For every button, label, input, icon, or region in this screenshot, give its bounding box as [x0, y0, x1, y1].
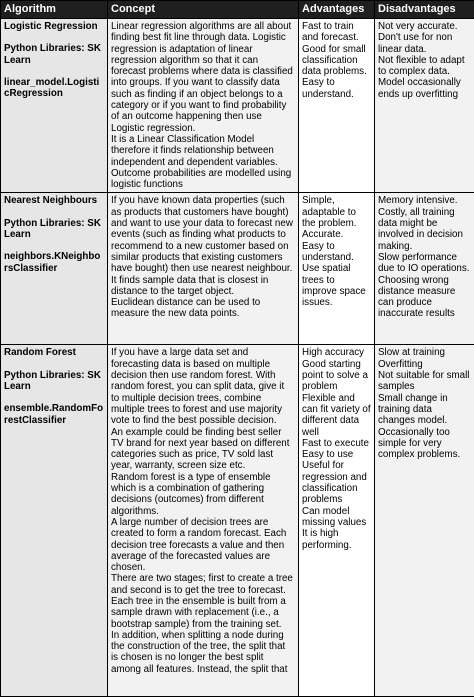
- concept-cell: [108, 193, 299, 345]
- algorithm-libraries: Python Libraries: SKLearn: [4, 370, 104, 393]
- concept-paragraph: Each tree in the ensemble is built from a sample drawn with replacement (i.e., a bootstrap sample) from the training set.: [111, 596, 295, 630]
- concept-cell: [108, 19, 299, 193]
- header-concept: Concept: [108, 1, 299, 19]
- concept-paragraph: Random forest is a type of ensemble which is a combination of gathering decisions (outcomes) from different algorithms.: [111, 472, 295, 517]
- advantage-item: Useful for regression and classification problems: [302, 460, 371, 505]
- algorithm-cell: [1, 345, 108, 697]
- algorithm-name: Nearest Neighbours: [4, 195, 104, 206]
- algorithm-cell: [1, 19, 108, 193]
- disadvantage-item: Don't use for non linear data.: [378, 32, 471, 55]
- disadvantage-item: Not very accurate.: [378, 21, 471, 32]
- disadvantage-item: Overfitting: [378, 359, 471, 370]
- advantage-item: Fast to train and forecast.: [302, 21, 371, 44]
- concept-paragraph: An example could be finding best seller TV brand for next year based on different categories such as price, TV sold last year, warranty, screen size etc.: [111, 427, 295, 472]
- algorithm-name: Logistic Regression: [4, 21, 104, 32]
- advantage-item: It is high performing.: [302, 528, 371, 551]
- disadvantage-item: Slow at training: [378, 347, 471, 358]
- advantages-cell: [299, 193, 375, 345]
- disadvantage-item: Model occasionally ends up overfitting: [378, 77, 471, 100]
- advantage-item: Fast to execute: [302, 438, 371, 449]
- header-disadvantages: Disadvantages: [375, 1, 474, 19]
- disadvantages-cell: [375, 345, 474, 697]
- disadvantages-cell: [375, 193, 474, 345]
- concept-paragraph: In addition, when splitting a node during the construction of the tree, the split that is chosen is no longer the best split among all features. Instead, the split that: [111, 630, 295, 675]
- disadvantage-item: Occasionally too simple for very complex problems.: [378, 427, 471, 461]
- disadvantage-item: Not suitable for small samples: [378, 370, 471, 393]
- header-algorithm: Algorithm: [1, 1, 108, 19]
- table-row: [1, 193, 474, 345]
- header-advantages: Advantages: [299, 1, 375, 19]
- concept-paragraph: It is a Linear Classification Model therefore it finds relationship between independent and dependent variables. Outcome probabilities are modelled using logistic functions: [111, 134, 295, 190]
- algorithm-libraries: Python Libraries: SKLearn: [4, 218, 104, 241]
- algorithm-module: ensemble.RandomForestClassifier: [4, 403, 104, 426]
- concept-paragraph: Euclidean distance can be used to measure the new data points.: [111, 297, 295, 320]
- advantage-item: Easy to understand.: [302, 241, 371, 264]
- advantages-cell: [299, 345, 375, 697]
- disadvantage-item: Slow performance due to IO operations.: [378, 252, 471, 275]
- advantage-item: Use spatial trees to improve space issues.: [302, 263, 371, 308]
- advantage-item: Easy to use: [302, 449, 371, 460]
- advantages-cell: [299, 19, 375, 193]
- advantage-item: Easy to understand.: [302, 77, 371, 100]
- disadvantage-item: Choosing wrong distance measure can produce inaccurate results: [378, 275, 471, 320]
- concept-paragraph: It finds sample data that is closest in distance to the target object.: [111, 275, 295, 298]
- table-row: [1, 345, 474, 697]
- advantage-item: Good starting point to solve a problem: [302, 359, 371, 393]
- disadvantage-item: Costly, all training data might be involved in decision making.: [378, 207, 471, 252]
- algorithm-module: neighbors.KNeighborsClassifier: [4, 251, 104, 274]
- concept-paragraph: There are two stages; first to create a tree and second is to get the tree to forecast.: [111, 573, 295, 596]
- concept-paragraph: Linear regression algorithms are all about finding best fit line through data. Logistic regression is adaptation of linear regression algorithm so that it can forecast problems where data is classified into groups. If you want to classify data such as finding if an object belongs to a category or if you want to find probability of an outcome happening then use Logistic regression.: [111, 21, 295, 134]
- algorithm-cell: [1, 193, 108, 345]
- concept-paragraph: If you have known data properties (such as products that customers have bought) and want to use your data to forecast new events (such as finding what products to recommend to a new customer based on similar products that existing customers have bought) then use nearest neighbour.: [111, 195, 295, 274]
- algorithm-name: Random Forest: [4, 347, 104, 358]
- advantage-item: Good for small classification data problems.: [302, 44, 371, 78]
- table-header-row: [1, 1, 474, 19]
- algorithm-libraries: Python Libraries: SKLearn: [4, 43, 104, 66]
- algorithm-module: linear_model.LogisticRegression: [4, 77, 104, 100]
- disadvantage-item: Not flexible to adapt to complex data.: [378, 55, 471, 78]
- advantage-item: High accuracy: [302, 347, 371, 358]
- advantage-item: Flexible and can fit variety of different data well: [302, 393, 371, 438]
- advantage-item: Can model missing values: [302, 506, 371, 529]
- concept-paragraph: If you have a large data set and forecasting data is based on multiple decision then use random forest. With random forest, you can split data, give it to multiple decision trees, combine multiple trees to forest and use majority vote to find the best possible decision.: [111, 347, 295, 426]
- disadvantage-item: Memory intensive.: [378, 195, 471, 206]
- advantage-item: Simple, adaptable to the problem.: [302, 195, 371, 229]
- concept-paragraph: A large number of decision trees are created to form a random forecast. Each decision tree forecasts a value and then average of the forecasted values are chosen.: [111, 517, 295, 573]
- advantage-item: Accurate.: [302, 229, 371, 240]
- table-row: [1, 19, 474, 193]
- concept-cell: [108, 345, 299, 697]
- disadvantage-item: Small change in training data changes model.: [378, 393, 471, 427]
- disadvantages-cell: [375, 19, 474, 193]
